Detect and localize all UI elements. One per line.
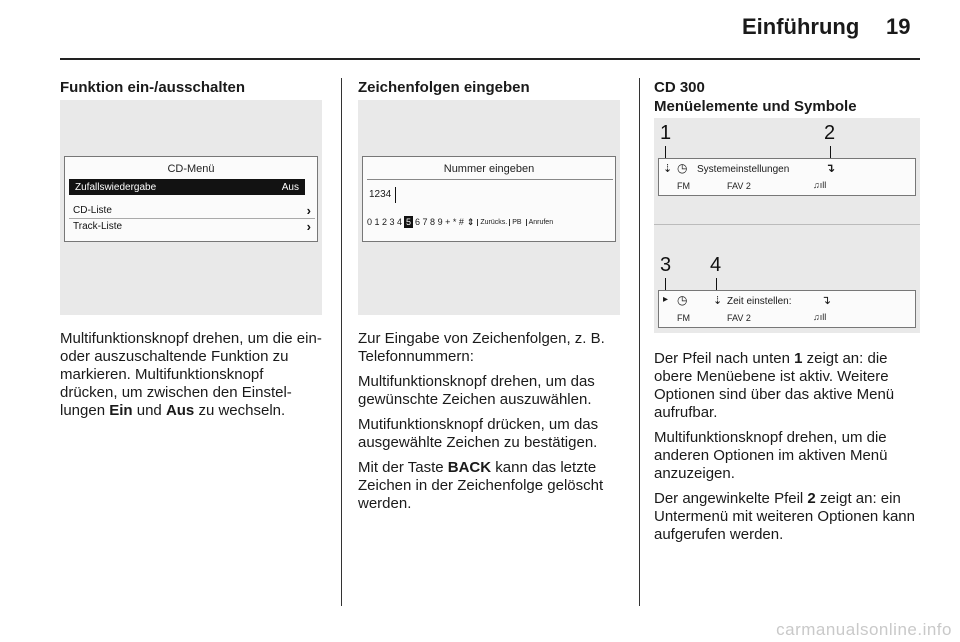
display-system-settings (658, 158, 916, 196)
char-list: 0 1 2 3 4 (367, 217, 403, 227)
down-arrow-icon: ⇣ (663, 163, 673, 175)
column-divider-2 (639, 78, 640, 606)
character-bar (367, 213, 613, 231)
enter-strings-instructions (358, 330, 626, 520)
section-heading-enter-strings: Zeichenfolgen eingeben (358, 79, 530, 96)
body-text: zeigt an: ein Untermenü mit weiteren Optionen kann aufgerufen werden. (654, 490, 915, 543)
signal-icon: ♫ıll (813, 180, 827, 190)
on-off-instructions (60, 330, 322, 427)
number-entry-title: Nummer eingeben (443, 163, 535, 175)
signal-icon: ♫ıll (813, 312, 827, 322)
body-text: zeigt an: die obere Menüebene ist aktiv. Weitere Optionen sind über das aktive Menü aufrufbar. (654, 350, 895, 421)
paragraph: Multifunktionsknopf drehen, um das gewünschte Zeichen auszuwählen. (358, 373, 595, 408)
figure-divider (654, 224, 920, 225)
title-divider (367, 179, 613, 180)
paragraph: Mutifunktionsknopf drücken, um das ausgewählte Zeichen zu bestätigen. (358, 416, 599, 451)
clock-icon: ◷ (677, 293, 688, 307)
chevron-right-icon: › (306, 202, 311, 218)
menu-item (69, 219, 315, 233)
number-entry-display (362, 156, 616, 242)
source-label: FM (677, 181, 690, 191)
section-heading-cd300: CD 300 (654, 79, 705, 96)
call-label: Anrufen (526, 219, 554, 226)
menu-item (69, 203, 315, 217)
menu-item-label: CD-Liste (73, 204, 112, 216)
menu-symbols-instructions (654, 350, 924, 551)
bold-back: BACK (447, 459, 492, 476)
column-divider-1 (341, 78, 342, 606)
callout-4: 4 (710, 254, 722, 276)
menu-label: Systemeinstellungen (697, 164, 790, 175)
bold-ref-2: 2 (807, 490, 816, 507)
menu-item-value: Aus (281, 181, 299, 193)
menu-symbols-figure (654, 118, 920, 333)
body-text: zu wechseln. (194, 402, 286, 419)
number-entry-figure (358, 100, 620, 315)
selected-character: 5 (406, 217, 412, 227)
submenu-arrow-icon: ↴ (825, 161, 836, 175)
body-text: Multifunktionsknopf drehen, um die ein- oder auszuschaltende Funktion zu markieren. Multifunktionsknopf drücken, um zwischen den Einstellungen (60, 330, 322, 419)
cd-menu-display (64, 156, 318, 242)
down-arrow-icon: ⇣ (713, 295, 723, 307)
callout-2: 2 (824, 122, 836, 144)
highlighted-menu-item (69, 179, 305, 195)
paragraph: Multifunktionsknopf drehen, um die anderen Optionen im aktiven Menü anzuzeigen. (654, 429, 888, 482)
menu-item-label: Zufallswiedergabe (75, 181, 157, 193)
source-label: FM (677, 313, 690, 323)
text-cursor (395, 187, 396, 203)
page-number: 19 (886, 14, 911, 39)
section-heading-menu-items: Menüelemente und Symbole (654, 98, 857, 115)
right-arrow-icon: ▸ (663, 294, 669, 305)
body-text: und (132, 402, 166, 419)
clock-icon: ◷ (677, 161, 688, 175)
submenu-arrow-icon: ↴ (821, 293, 832, 307)
station-label: FAV 2 (727, 181, 751, 191)
back-label: Zurücks. (477, 219, 507, 226)
body-text: Der angewinkelte Pfeil (654, 490, 808, 507)
paragraph: Zur Eingabe von Zeichenfolgen, z. B. Telefonnummern: (358, 330, 605, 365)
bold-ref-1: 1 (794, 350, 803, 367)
callout-1: 1 (660, 122, 672, 144)
menu-item-label: Track-Liste (73, 220, 123, 232)
entry-value: 1234 (369, 189, 392, 200)
header-rule (60, 58, 920, 60)
callout-3: 3 (660, 254, 672, 276)
char-list: 6 7 8 9 + * # (415, 217, 464, 227)
watermark: carmanualsonline.info (776, 620, 952, 639)
chevron-right-icon: › (306, 218, 311, 234)
cd-menu-title: CD-Menü (167, 163, 215, 175)
arrows-icon: ⇕ (466, 216, 475, 227)
body-text: Der Pfeil nach unten (654, 350, 795, 367)
bold-ein: Ein (109, 402, 133, 419)
pb-label: PB (509, 219, 521, 226)
bold-aus: Aus (165, 402, 195, 419)
body-text: kann das letzte Zeichen in der Zeichenfolge gelöscht werden. (358, 459, 604, 512)
station-label: FAV 2 (727, 313, 751, 323)
page-header-title: Einführung (742, 14, 860, 39)
menu-label: Zeit einstellen: (727, 296, 792, 307)
section-heading-on-off: Funktion ein-/ausschalten (60, 79, 246, 96)
cd-menu-figure (60, 100, 322, 315)
display-set-time (658, 290, 916, 328)
body-text: Mit der Taste (358, 459, 448, 476)
